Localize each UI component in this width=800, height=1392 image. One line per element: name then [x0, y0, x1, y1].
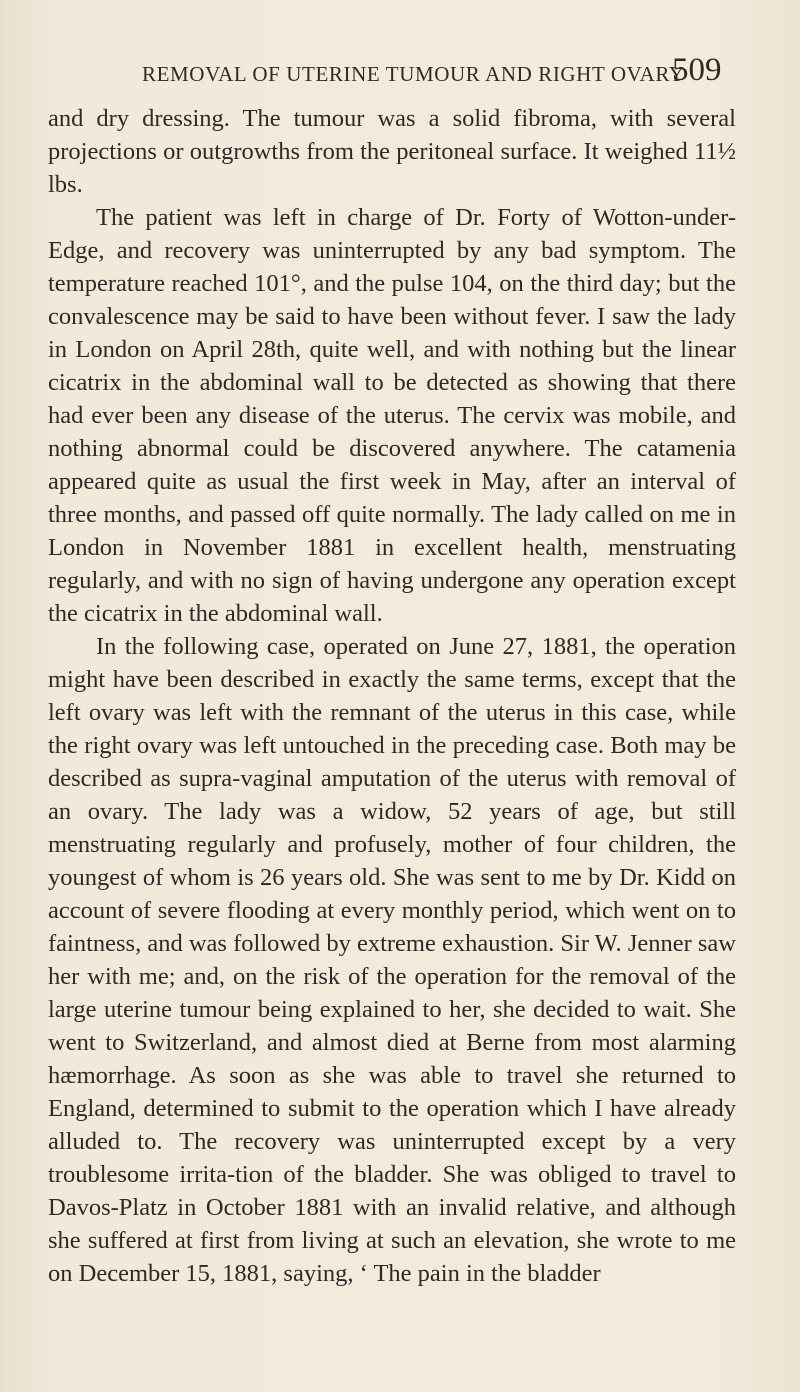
paragraph-continued: and dry dressing. The tumour was a solid fibroma, with several projections or outgrowths from the peritoneal surface. It weighed 11½ lbs. [48, 105, 736, 198]
paragraph-recovery: The patient was left in charge of Dr. Forty of Wotton-under-Edge, and recovery was uninterrupted by any bad symptom. The temperature reached 101°, and the pulse 104, on the third day; but the convalescence may be said to have been without fever. I saw the lady in London on April 28th, quite well, and with nothing but the linear cicatrix in the abdominal wall to be detected as showing that there had ever been any disease of the uterus. The cervix was mobile, and nothing abnormal could be discovered anywhere. The catamenia appeared quite as usual the first week in May, after an interval of three months, and passed off quite normally. The lady called on me in London in November 1881 in excellent health, menstruating regularly, and with no sign of having undergone any operation except the cicatrix in the abdominal wall. [48, 204, 736, 627]
page-header [0, 50, 800, 90]
page-number: 509 [672, 52, 722, 88]
paragraph-following-case: In the following case, operated on June 27, 1881, the operation might have been described in exactly the same terms, except that the left ovary was left with the remnant of the uterus in this case, while the right ovary was left untouched in the preceding case. Both may be described as supra-vaginal amputation of the uterus with removal of an ovary. The lady was a widow, 52 years of age, but still menstruating regularly and profusely, mother of four children, the youngest of whom is 26 years old. She was sent to me by Dr. Kidd on account of severe flooding at every monthly period, which went on to faintness, and was followed by extreme exhaustion. Sir W. Jenner saw her with me; and, on the risk of the operation for the removal of the large uterine tumour being explained to her, she decided to wait. She went to Switzerland, and almost died at Berne from most alarming hæmorrhage. As soon as she was able to travel she returned to England, determined to submit to the operation which I have already alluded to. The recovery was uninterrupted except by a very troublesome irrita-tion of the bladder. She was obliged to travel to Davos-Platz in October 1881 with an invalid relative, and although she suffered at first from living at such an elevation, she wrote to me on December 15, 1881, saying, ‘ The pain in the bladder [48, 633, 736, 1287]
body-text [48, 102, 736, 1290]
running-head: REMOVAL OF UTERINE TUMOUR AND RIGHT OVARY [142, 62, 685, 86]
